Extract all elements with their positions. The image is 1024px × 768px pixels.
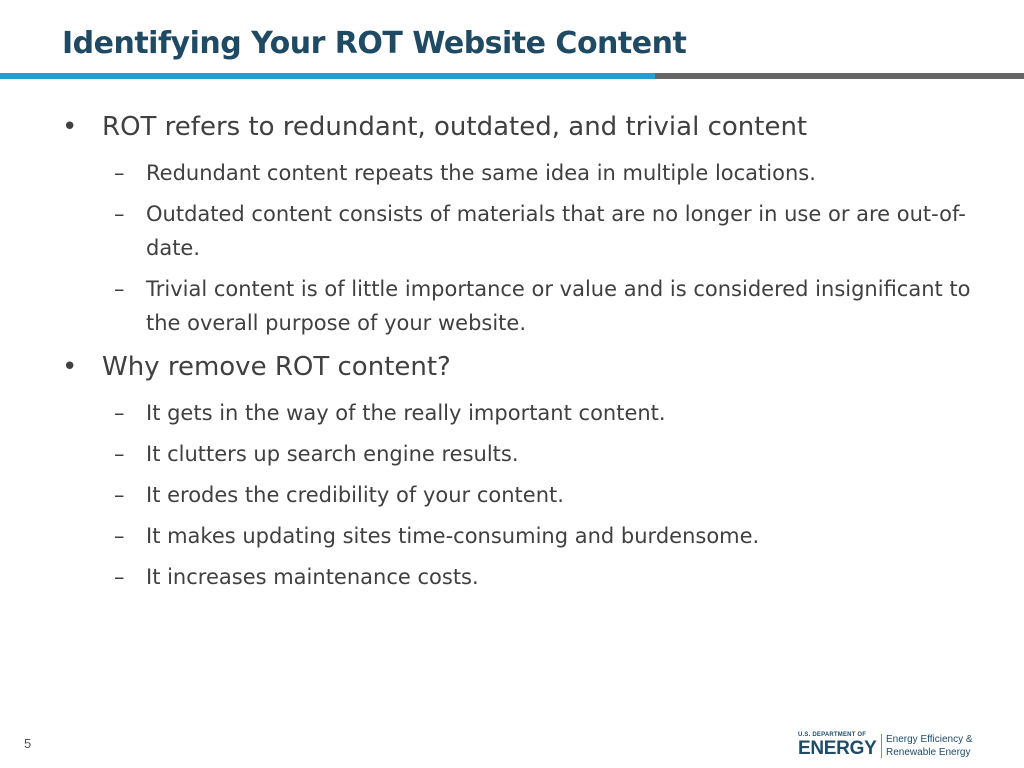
bullet-text: ROT refers to redundant, outdated, and trivial content	[102, 112, 808, 142]
doe-eere-logo	[798, 732, 998, 760]
dash-mark: –	[114, 483, 125, 507]
sub-bullet-text: Trivial content is of little importance or value and is considered insignificant to the overall purpose of your website.	[146, 277, 971, 335]
dash-mark: –	[114, 524, 125, 548]
slide-title: Identifying Your ROT Website Content	[62, 26, 687, 61]
logo-dept-small: U.S. DEPARTMENT OF	[798, 732, 867, 738]
sub-bullet-text: It erodes the credibility of your content.	[146, 483, 564, 507]
page-number: 5	[24, 736, 32, 751]
sub-bullet-text: It clutters up search engine results.	[146, 442, 519, 466]
dash-mark: –	[114, 277, 125, 301]
sub-bullet-text: It makes updating sites time-consuming and burdensome.	[146, 524, 760, 548]
bullet-text: Why remove ROT content?	[102, 352, 451, 382]
dash-mark: –	[114, 202, 125, 226]
logo-office-line2: Renewable Energy	[886, 747, 971, 758]
bullet-dot: •	[62, 112, 78, 142]
logo-office-line1: Energy Efficiency &	[886, 734, 973, 745]
sub-bullet-text: It increases maintenance costs.	[146, 565, 479, 589]
logo-separator	[881, 734, 882, 758]
dash-mark: –	[114, 442, 125, 466]
dash-mark: –	[114, 401, 125, 425]
logo-office	[886, 733, 973, 759]
sub-bullet-text: Outdated content consists of materials that are no longer in use or are out-of-date.	[146, 202, 966, 260]
dash-mark: –	[114, 565, 125, 589]
dash-mark: –	[114, 161, 125, 185]
sub-bullet-text: Redundant content repeats the same idea in multiple locations.	[146, 161, 816, 185]
sub-bullet-text: It gets in the way of the really important content.	[146, 401, 666, 425]
bullet-dot: •	[62, 352, 78, 382]
logo-dept-big: ENERGY	[798, 738, 877, 759]
